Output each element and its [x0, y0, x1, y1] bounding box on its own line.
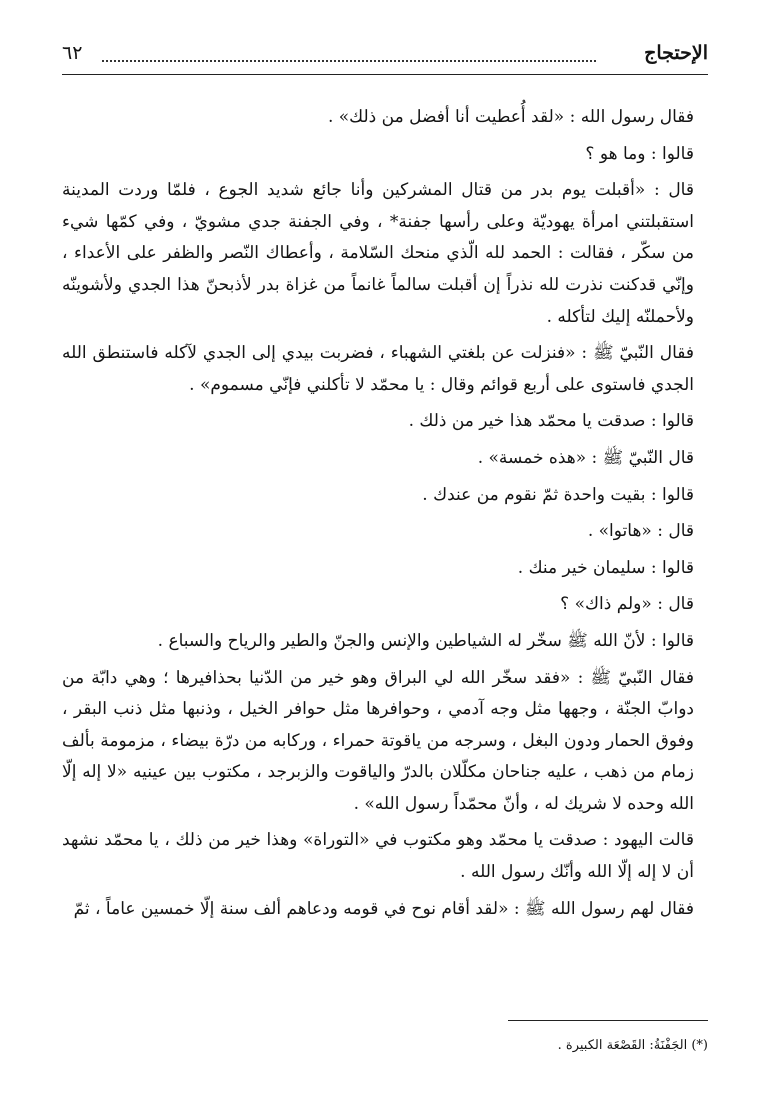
paragraph: قالت اليهود : صدقت يا محمّد وهو مكتوب في «التوراة» وهذا خير من ذلك ، يا محمّد نشهد أن لا إله إلّا الله وأنّك رسول الله .: [62, 830, 694, 883]
footnote: (*) الجَفْنَةُ: القَصْعَة الكبيرة .: [557, 1038, 708, 1053]
paragraph: قال : «ولم ذاك» ؟: [560, 594, 694, 615]
paragraph: قالوا : وما هو ؟: [585, 143, 694, 164]
paragraph: قالوا : سليمان خير منك .: [517, 557, 694, 578]
footnote-rule: [508, 1020, 708, 1021]
paragraph: قالوا : بقيت واحدة ثمّ نقوم من عندك .: [422, 484, 694, 505]
paragraph: قالوا : لأنّ الله ﷺ سخّر له الشياطين والإنس والجنّ والطير والرياح والسباع .: [157, 630, 694, 651]
paragraph: قال : «هاتوا» .: [587, 521, 694, 542]
running-header: [62, 40, 708, 72]
paragraph: فقال لهم رسول الله ﷺ : «لقد أقام نوح في قومه ودعاهم ألف سنة إلّا خمسين عاماً ، ثمّ: [73, 898, 694, 919]
paragraph: فقال رسول الله : «لقد أُعطيت أنا أفضل من ذلك» .: [327, 107, 694, 127]
header-rule: [62, 74, 708, 75]
paragraph: قال النّبيّ ﷺ : «هذه خمسة» .: [477, 447, 694, 468]
paragraph: قال : «أقبلت يوم بدر من قتال المشركين وأنا جائع شديد الجوع ، فلمّا وردت المدينة استقبلتني امرأة يهوديّة وعلى رأسها جفنة* ، وفي الجفنة جدي مشويّ ، وفي كمّها شيء من سكّر ، فقالت : الحمد لله الّذي منحك السّلامة ، وأعطاك النّصر والظفر على الأعداء ، وإنّي قدكنت نذرت لله نذراً إن أقبلت سالماً غانماً من غزاة بدر لأذبحنّ هذا الجدي ولأشوينّه ولأحملنّه إليك لتأكله .: [62, 180, 694, 327]
paragraph: فقال النّبيّ ﷺ : «فنزلت عن بلغتي الشهباء ، فضربت بيدي إلى الجدي لآكله فاستنطق الله الجدي فاستوى على أربع قوائم وقال : يا محمّد لا تأكلني فإنّي مسموم» .: [62, 343, 694, 395]
chapter-title: الإحتجاج: [644, 42, 708, 64]
paragraph: فقال النّبيّ ﷺ : «فقد سخّر الله لي البراق وهو خير من الدّنيا بحذافيرها ؛ وهي دابّة من دوابّ الجنّة ، وجهها مثل وجه آدمي ، وحوافرها مثل حوافر الخيل ، وذنبها مثل ذنب البقر ، وفوق الحمار ودون البغل ، وسرجه من ياقوتة حمراء ، وركابه من درّة بيضاء ، مزمومة بألف زمام من ذهب ، عليه جناحان مكلّلان بالدرّ والياقوت والزبرجد ، مكتوب بين عينيه «لا إله إلّا الله وحده لا شريك له ، وأنّ محمّداً رسول الله» .: [62, 667, 694, 814]
page-number: ٦٢: [62, 42, 83, 64]
leader-dots: [102, 60, 596, 62]
paragraph: قالوا : صدقت يا محمّد هذا خير من ذلك .: [408, 411, 694, 432]
page-body: [62, 102, 708, 930]
